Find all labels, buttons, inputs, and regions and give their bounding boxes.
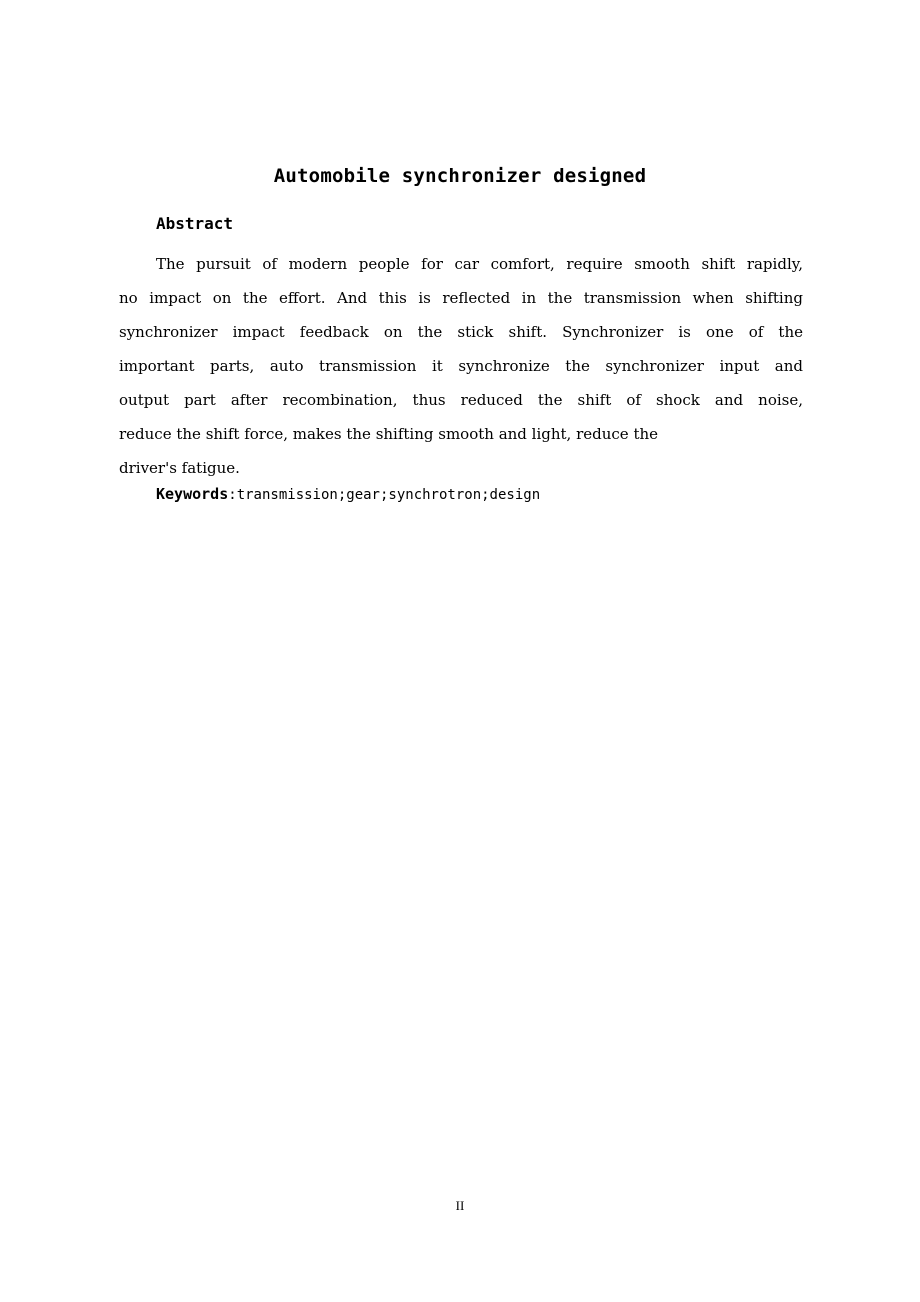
keywords-values: transmission;gear;synchrotron;design: [236, 487, 541, 503]
abstract-line: synchronizer impact feedback on the stick shift. Synchronizer is one of the: [119, 323, 803, 341]
abstract-paragraph: [119, 247, 803, 485]
abstract-line: reduce the shift force, makes the shifting smooth and light, reduce the: [119, 425, 659, 443]
keywords-line: [156, 485, 540, 504]
keywords-separator: :: [228, 487, 237, 503]
page-number: II: [455, 1198, 465, 1213]
abstract-heading: Abstract: [156, 214, 234, 233]
abstract-line: important parts, auto transmission it synchronize the synchronizer input and: [119, 357, 803, 375]
abstract-line: driver's fatigue.: [119, 459, 240, 477]
abstract-line: output part after recombination, thus reduced the shift of shock and noise,: [119, 391, 803, 409]
keywords-label: Keywords: [156, 485, 229, 503]
abstract-line: no impact on the effort. And this is reflected in the transmission when shifting: [119, 289, 803, 307]
document-title: Automobile synchronizer designed: [273, 165, 647, 187]
abstract-line: The pursuit of modern people for car comfort, require smooth shift rapidly,: [156, 255, 803, 273]
